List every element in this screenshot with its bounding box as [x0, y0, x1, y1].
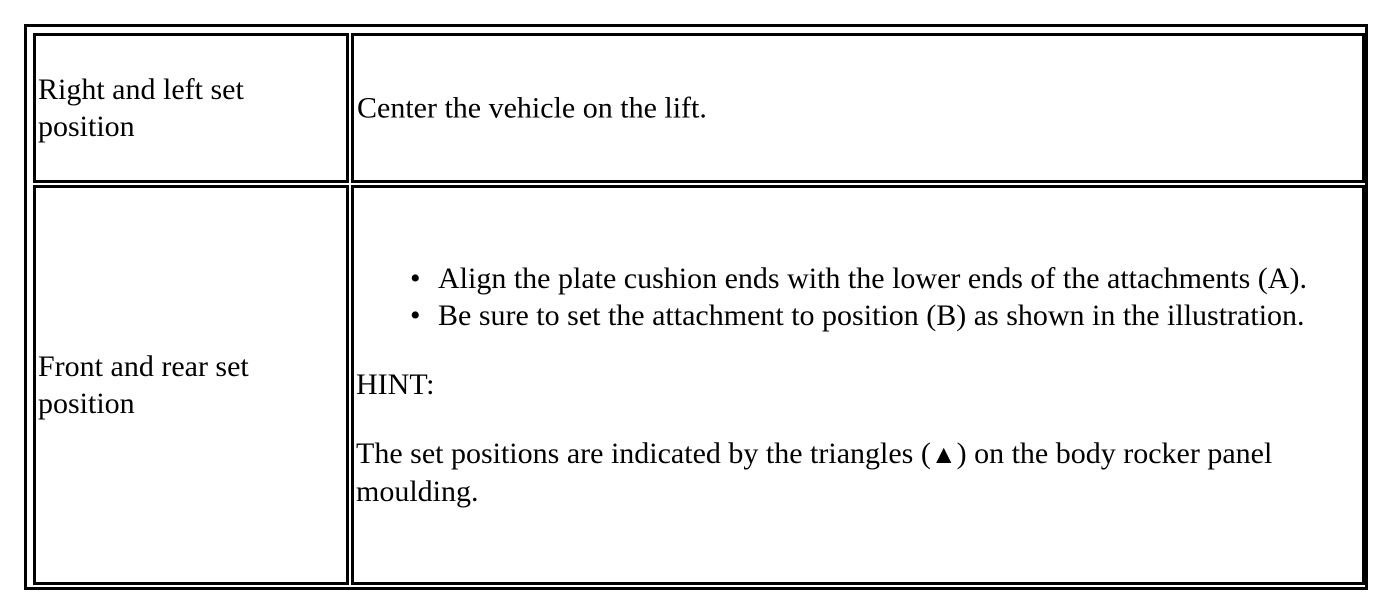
- instruction-list: [356, 260, 1356, 334]
- row-2-label: Front and rear set position: [38, 350, 249, 420]
- row-1-label-cell: [33, 33, 349, 183]
- row-1-value-cell: [351, 33, 1365, 183]
- hint-text-before: The set positions are indicated by the triangles (: [356, 437, 931, 470]
- hint-label: HINT:: [356, 368, 435, 401]
- row-2-content: [356, 260, 1356, 510]
- hint-text-after: ) on the body rocker panel moulding.: [356, 437, 1273, 508]
- row-2-label-cell: [33, 185, 349, 585]
- list-item: • Be sure to set the attachment to position (B) as shown in the illustration.: [356, 297, 1356, 334]
- set-position-table: [24, 24, 1368, 590]
- row-1-label: Right and left set position: [38, 73, 244, 143]
- row-2-value-cell: [351, 185, 1365, 585]
- triangle-icon: ▲: [930, 440, 957, 469]
- list-item: • Align the plate cushion ends with the lower ends of the attachments (A).: [356, 260, 1356, 297]
- hint-text: [356, 435, 1356, 510]
- row-1-value: Center the vehicle on the lift.: [357, 91, 707, 125]
